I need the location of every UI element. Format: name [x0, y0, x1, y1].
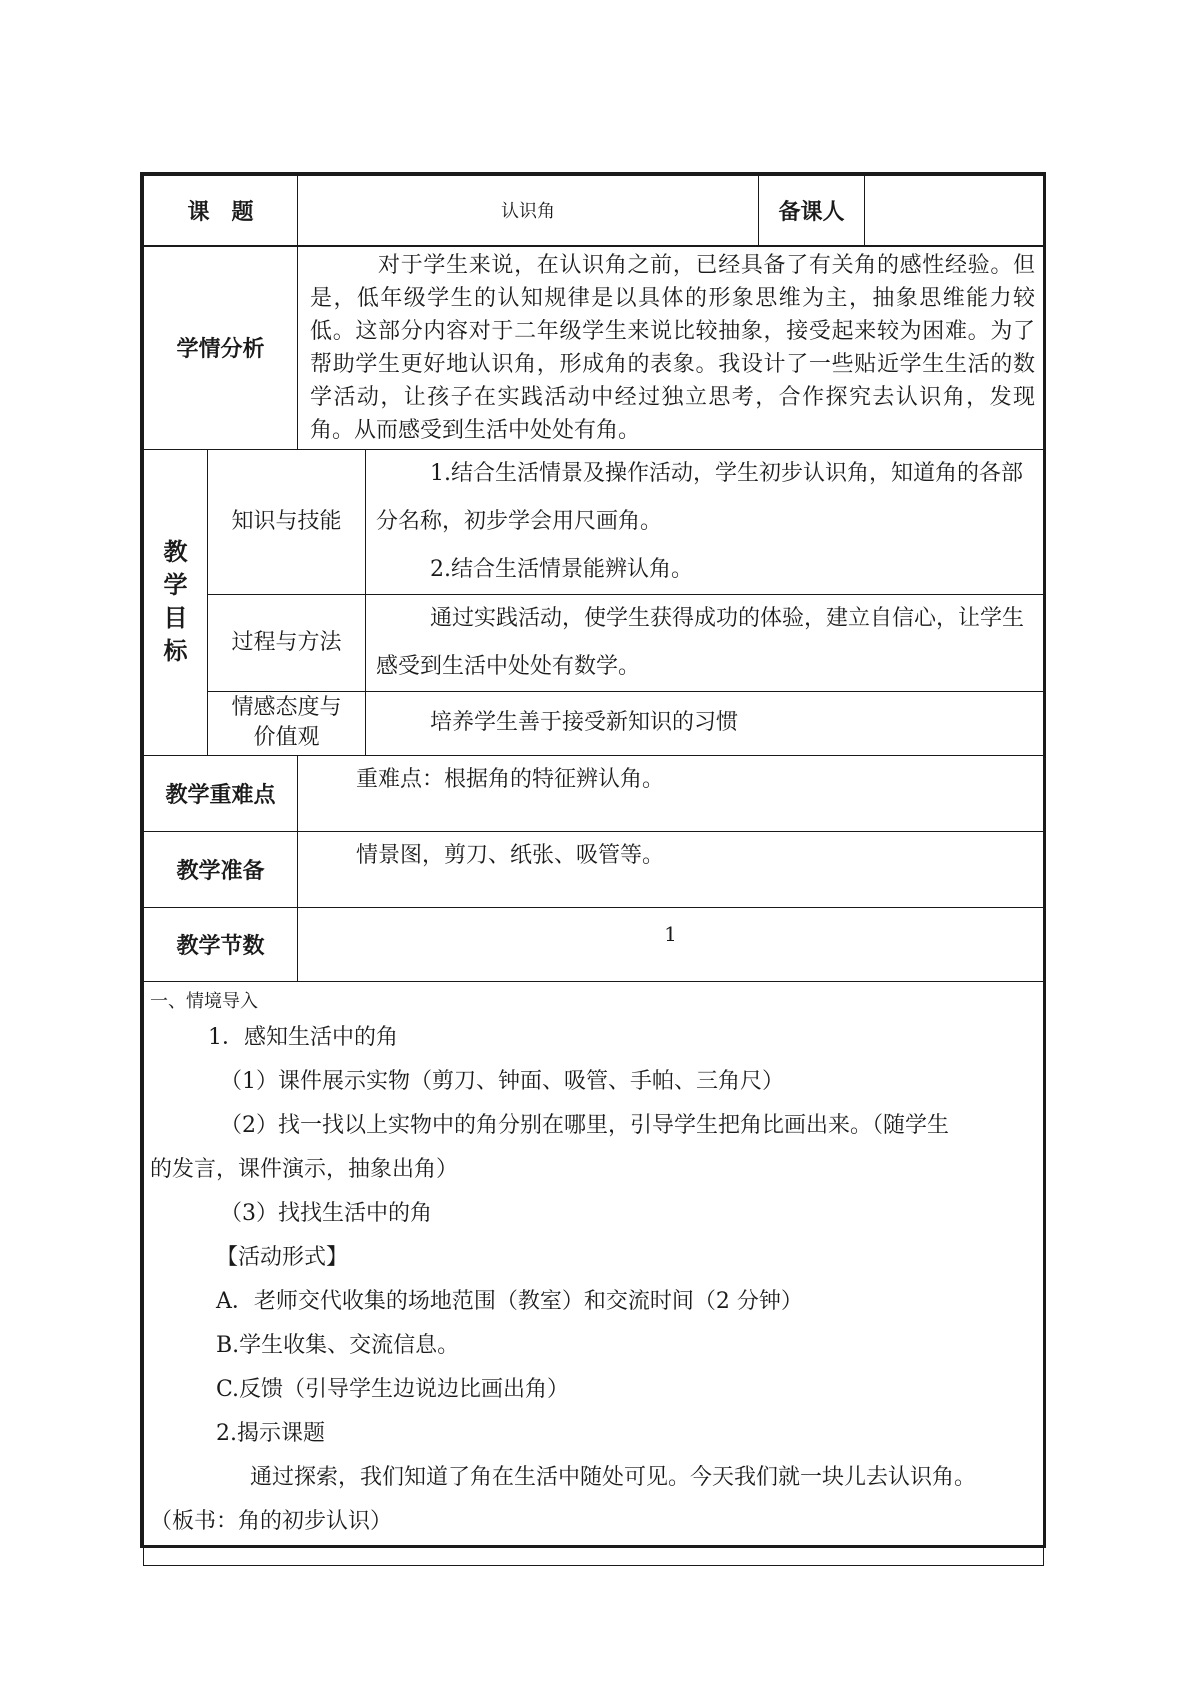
keypoints-text: 重难点：根据角的特征辨认角。: [298, 755, 1044, 831]
process-content: [366, 594, 1044, 691]
lessons-value: 1: [298, 907, 1044, 981]
preparation-label: 教学准备: [144, 831, 298, 907]
section-title: 一、情境导入: [150, 990, 258, 1012]
knowledge-content: [366, 449, 1044, 594]
activity-title: 【活动形式】: [216, 1244, 349, 1270]
item-1-1: （1）课件展示实物（剪刀、钟面、吸管、手帕、三角尺）: [220, 1068, 784, 1094]
item-1: 1．感知生活中的角: [208, 1024, 398, 1050]
lessons-label: 教学节数: [144, 907, 298, 981]
knowledge-line-1: 1.结合生活情景及操作活动，学生初步认识角，知道角的各部分名称，初步学会用尺画角。: [376, 460, 1024, 534]
knowledge-line-2: 2.结合生活情景能辨认角。: [430, 556, 694, 582]
analysis-label: 学情分析: [144, 246, 298, 450]
activity-c: C.反馈（引导学生边说边比画出角）: [216, 1376, 570, 1402]
keypoints-label: 教学重难点: [144, 755, 298, 831]
knowledge-label: 知识与技能: [208, 449, 366, 594]
process-label: 过程与方法: [208, 594, 366, 691]
item-2: 2.揭示课题: [216, 1420, 325, 1446]
emotion-label-line2: 价值观: [253, 725, 320, 750]
lesson-plan-table: [143, 175, 1044, 1566]
preparation-text: 情景图，剪刀、纸张、吸管等。: [298, 831, 1044, 907]
analysis-text: 对于学生来说，在认识角之前，已经具备了有关角的感性经验。但是，低年级学生的认知规律是以具体的形象思维为主，抽象思维能力较低。这部分内容对于二年级学生来说比较抽象，接受起来较为困难。为了帮助学生更好地认识角，形成角的表象。我设计了一些贴近学生生活的数学活动，让孩子在实践活动中经过独立思考，合作探究去认识角，发现角。从而感受到生活中处处有角。: [298, 246, 1044, 450]
item-2-text: 通过探索，我们知道了角在生活中随处可见。今天我们就一块儿去认识角。: [250, 1464, 977, 1490]
emotion-content: [366, 691, 1044, 755]
goals-label: 教 学 目 标: [144, 449, 208, 755]
topic-value: 认识角: [298, 176, 759, 246]
teaching-process: [144, 981, 1044, 1565]
activity-b: B.学生收集、交流信息。: [216, 1332, 460, 1358]
preparer-value: [865, 176, 1044, 246]
activity-a: A．老师交代收集的场地范围（教室）和交流时间（2 分钟）: [216, 1288, 803, 1314]
item-1-3: （3）找找生活中的角: [220, 1200, 432, 1226]
emotion-label-line1: 情感态度与: [231, 695, 342, 720]
item-1-2b: 的发言，课件演示，抽象出角）: [150, 1156, 459, 1182]
emotion-label: [208, 691, 366, 755]
emotion-text: 培养学生善于接受新知识的习惯: [430, 710, 739, 735]
lesson-plan-sheet: [140, 172, 1046, 1548]
board-note: （板书：角的初步认识）: [150, 1508, 393, 1534]
process-text: 通过实践活动，使学生获得成功的体验，建立自信心，让学生感受到生活中处处有数学。: [376, 605, 1025, 679]
topic-label: 课 题: [144, 176, 298, 246]
item-1-2a: （2）找一找以上实物中的角分别在哪里，引导学生把角比画出来。（随学生: [220, 1112, 949, 1138]
preparer-label: 备课人: [759, 176, 865, 246]
